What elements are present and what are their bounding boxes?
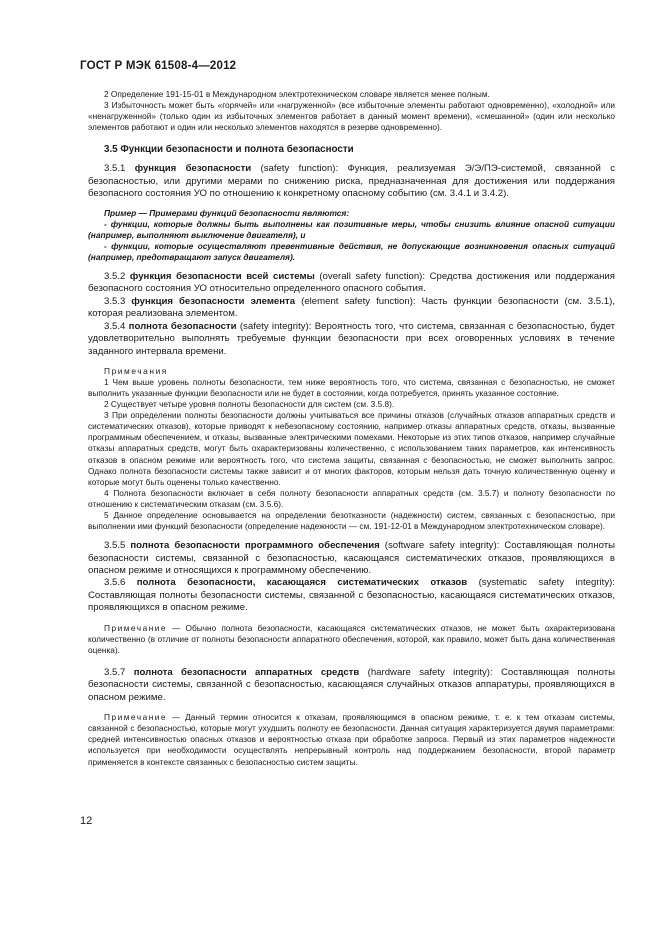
note-item-1: 1 Чем выше уровень полноты безопасности, тем ниже вероятность того, что система, связанная с безопасностью, не сможет выполнить указанные функции безопасности или не будет в состоянии, когда потребуется, принять указанное состояние. xyxy=(88,376,615,398)
note-item-2: 2 Существует четыре уровня полноты безопасности для систем (см. 3.5.8). xyxy=(104,399,395,410)
term-3-5-4 xyxy=(88,321,615,358)
note-text: — Данный термин относится к отказам, проявляющимся в опасном режиме, т. е. к тем отказам системы, связанной с безопасностью, которые могут ухудшить полноту ее безопасности. Данная ситуация характеризуется двумя параметрами: средней интенсивностью опасных отказов и вероятностью отказа при обработке запроса. Первый из этих параметров надежности используется при необходимости осуществлять непрерывный контроль над поддержанием безопасности, второй параметр применяется в контексте связанных с безопасностью систем защиты. xyxy=(88,712,615,767)
term-number: 3.5.2 xyxy=(104,271,130,283)
term-name: функция безопасности xyxy=(134,163,252,175)
note-top-2: 2 Определение 191-15-01 в Международном электротехническом словаре является менее полным. xyxy=(104,89,490,99)
term-number: 3.5.4 xyxy=(104,320,129,332)
term-definition: (element safety function): Часть функции безопасности (см. 3.5.1), которая реализована элементом. xyxy=(88,295,615,320)
term-3-5-2 xyxy=(88,271,615,296)
term-definition: (hardware safety integrity): Составляющая полноты безопасности системы, связанной с безопасностью, касающаяся случайных отказов аппаратуры, проявляющихся в опасном режиме. xyxy=(88,666,615,703)
page-number: 12 xyxy=(80,815,93,827)
term-definition: (software safety integrity): Составляющая полноты безопасности системы, связанной с безопасностью, касающаяся систематических отказов, проявляющихся в опасном режиме и относящихся к программному обеспечению. xyxy=(88,540,615,577)
note-top-3: 3 Избыточность может быть «горячей» или «нагруженной» (все избыточные элементы работают одновременно), «холодной» или «ненагруженной» (только один из избыточных элементов работает в данный момент времени), «смешанной» (один или несколько элементов работают и один или несколько элементов находятся в резерве одновременно). xyxy=(88,100,615,133)
term-name: полнота безопасности аппаратных средств xyxy=(133,666,360,678)
example-item-1: - функции, которые должны быть выполнены как позитивные меры, чтобы снизить влияние опасной ситуации (например, выполняют выключение двигателя), и xyxy=(88,218,615,240)
term-name: полнота безопасности xyxy=(128,320,237,332)
term-name: функция безопасности всей системы xyxy=(129,271,315,283)
note-item-4: 4 Полнота безопасности включает в себя полноту безопасности аппаратных средств (см. 3.5.7) и полноту безопасности по отношению к систематическим отказам (см. 3.5.6). xyxy=(88,487,615,509)
term-definition: (safety function): Функция, реализуемая Э/Э/ПЭ-системой, связанной с безопасностью, или другими мерами по снижению риска, предназначенная для достижения или поддержания безопасного состояния УО по отношению к конкретному опасному событию (см. 3.4.1 и 3.4.2). xyxy=(88,163,615,200)
note-item-3: 3 При определении полноты безопасности должны учитываться все причины отказов (случайных отказов аппаратных средств и систематических отказов), которые приводят к небезопасному состоянию, например отказы аппаратных средств, отказы, вызванные программным обеспечением, и отказы, вызванные электрическими помехами. Некоторые из этих типов отказов, например случайные отказы аппаратных средств, могут быть охарактеризованы количественно, с использованием таких параметров, как интенсивность отказов в опасном режиме или вероятность того, что система защиты, связанная с безопасностью, не сможет выполнить запрос. Однако полнота безопасности системы также зависит и от многих факторов, которым нельзя дать точную количественную оценку и которые могут быть оценены только качественно. xyxy=(88,410,615,487)
term-name: полнота безопасности программного обеспечения xyxy=(130,540,380,552)
term-name: функция безопасности элемента xyxy=(131,295,296,307)
example-intro: Пример — Примерами функций безопасности являются: xyxy=(104,207,350,218)
term-3-5-3 xyxy=(88,296,615,321)
page-content xyxy=(88,89,615,768)
note-label: Примечание xyxy=(104,712,168,723)
example-item-2: - функции, которые осуществляют превентивные действия, не допускающие возникновения опасных ситуаций (например, предотвращают запуск двигателя). xyxy=(88,240,615,262)
term-number: 3.5.6 xyxy=(104,577,137,589)
term-number: 3.5.7 xyxy=(104,666,134,678)
section-title: 3.5 Функции безопасности и полнота безопасности xyxy=(104,144,354,156)
term-name: полнота безопасности, касающаяся систематических отказов xyxy=(136,577,468,589)
standard-header: ГОСТ Р МЭК 61508-4—2012 xyxy=(80,60,237,72)
note-item-5: 5 Данное определение основывается на определении безотказности (надежности) систем, связанных с безопасностью, при выполнении ими функций безопасности (определение надежности — см. 191-12-01 в Международном электротехническом словаре). xyxy=(88,510,615,532)
term-3-5-5 xyxy=(88,540,615,577)
term-3-5-1 xyxy=(88,163,615,200)
term-3-5-6 xyxy=(88,577,615,614)
term-number: 3.5.1 xyxy=(104,163,135,175)
note-3-5-7 xyxy=(88,712,615,767)
term-number: 3.5.3 xyxy=(104,295,132,307)
note-label: Примечание xyxy=(104,622,168,633)
term-number: 3.5.5 xyxy=(104,540,131,552)
term-3-5-7 xyxy=(88,667,615,704)
note-3-5-6 xyxy=(88,623,615,656)
term-definition: (systematic safety integrity): Составляющая полноты безопасности системы, связанной с безопасностью, касающаяся систематических отказов, проявляющихся в опасном режиме. xyxy=(88,577,615,614)
term-definition: (safety integrity): Вероятность того, что система, связанная с безопасностью, будет удовлетворительно выполнять требуемые функции безопасности при всех оговоренных условиях в течение заданного интервала времени. xyxy=(88,320,615,357)
notes-label: Примечания xyxy=(104,365,168,376)
note-text: — Обычно полнота безопасности, касающаяся систематических отказов, не может быть охарактеризована количественно (в отличие от полноты безопасности аппаратного обеспечения, которой, как правило, может быть дана количественная оценка). xyxy=(88,622,615,655)
term-definition: (overall safety function): Средства достижения или поддержания безопасного состояния УО относительно определенного опасного события. xyxy=(88,271,615,295)
